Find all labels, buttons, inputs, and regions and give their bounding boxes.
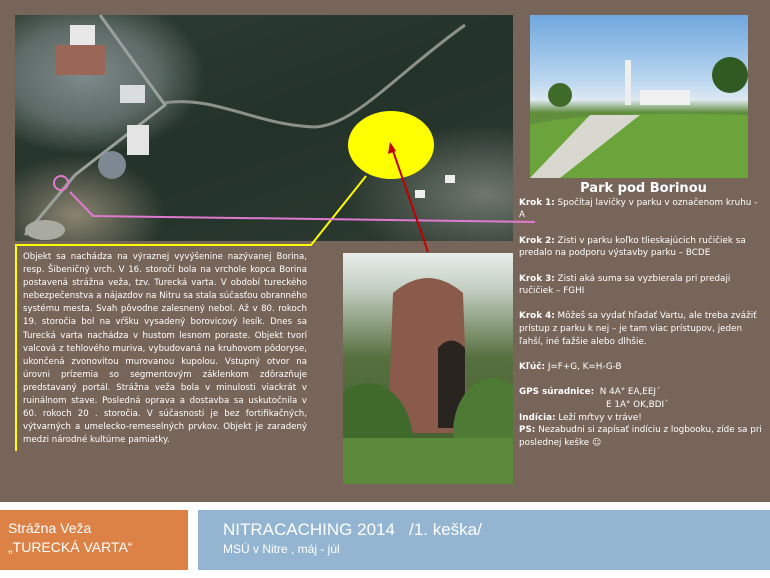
instructions-panel — [519, 183, 764, 450]
step-1: Krok 1: Spočítaj lavičky v parku v označenom kruhu - A — [519, 197, 758, 221]
park-title: Park pod Borinou — [580, 181, 707, 196]
footer-name-box — [0, 510, 188, 570]
footer-name-line1: Strážna Veža — [8, 520, 92, 536]
tower-description: Objekt sa nachádza na výraznej vyvýšenine nazývanej Borina, resp. Šibeničný vrch. V 16. storočí bola na vrchole kopca Borina postavená strážna veža, tzv. Turecká varta. V období tureckého nebezpečenstva a nájazdov na Nitru sa stala súčasťou obranného systému mesta. Svah pôvodne zalesnený nebol. Až v 80. rokoch 19. storočia bol na vŕšku vysadený borovicový lesík. Dnes sa Turecká varta nachádza v hustom lesnom poraste. Objekt tvorí valcová z tehlového muriva, vybudovaná na kruhovom pôdoryse, ukončená zvonovitou murovanou kupolou. Vstupný otvor na úrovni prízemia so segmentovým záklenkom zdôrazňuje predstavaný portál. Strážna veža bola v minulosti viackrát v ruinálnom stave. Posledná oprava a dostavba sa uskutočnila v 60. rokoch 20 . storočia. V súčasnosti je bez fortifikačných, výtvarných a umelecko-remeselných prvkov. Objekt je zaradený medzi národné kultúrne pamiatky. — [15, 245, 315, 451]
key: Kľúč: J=F+G, K=H-G-B — [519, 362, 622, 373]
pink-pointer-line — [70, 192, 535, 222]
hint: Indícia: Leží mŕtvy v tráve! — [519, 412, 642, 423]
footer-title-box — [198, 510, 770, 570]
footer-subtitle: MSÚ v Nitre , máj - júl — [223, 542, 340, 556]
step-3: Krok 3: Zisti aká suma sa vyzbierala pri predaji ručičiek – FGHI — [519, 273, 731, 297]
step-4: Krok 4: Môžeš sa vydať hľadať Vartu, ale treba zvážiť prístup z parku k nej – je tam viac prístupov, jeden ľahší, iné ťažšie alebo dlhšie. — [519, 311, 757, 347]
park-circle-marker — [54, 176, 68, 190]
footer-name-line2: „TURECKÁ VARTA“ — [8, 539, 133, 555]
footer-title: NITRACACHING 2014 /1. keška/ — [223, 520, 482, 539]
postscript: PS: Nezabudni si zapísať indíciu z logbooku, zíde sa pri poslednej keške ☺ — [519, 425, 762, 449]
step-2: Krok 2: Zisti v parku koľko tlieskajúcich ručičiek sa predalo na podporu výstavby parku – BCDE — [519, 235, 746, 259]
gps-coordinates: GPS súradnice: N 4A° EA,EEJ´ E 1A° OK,BDI´ — [519, 387, 669, 410]
